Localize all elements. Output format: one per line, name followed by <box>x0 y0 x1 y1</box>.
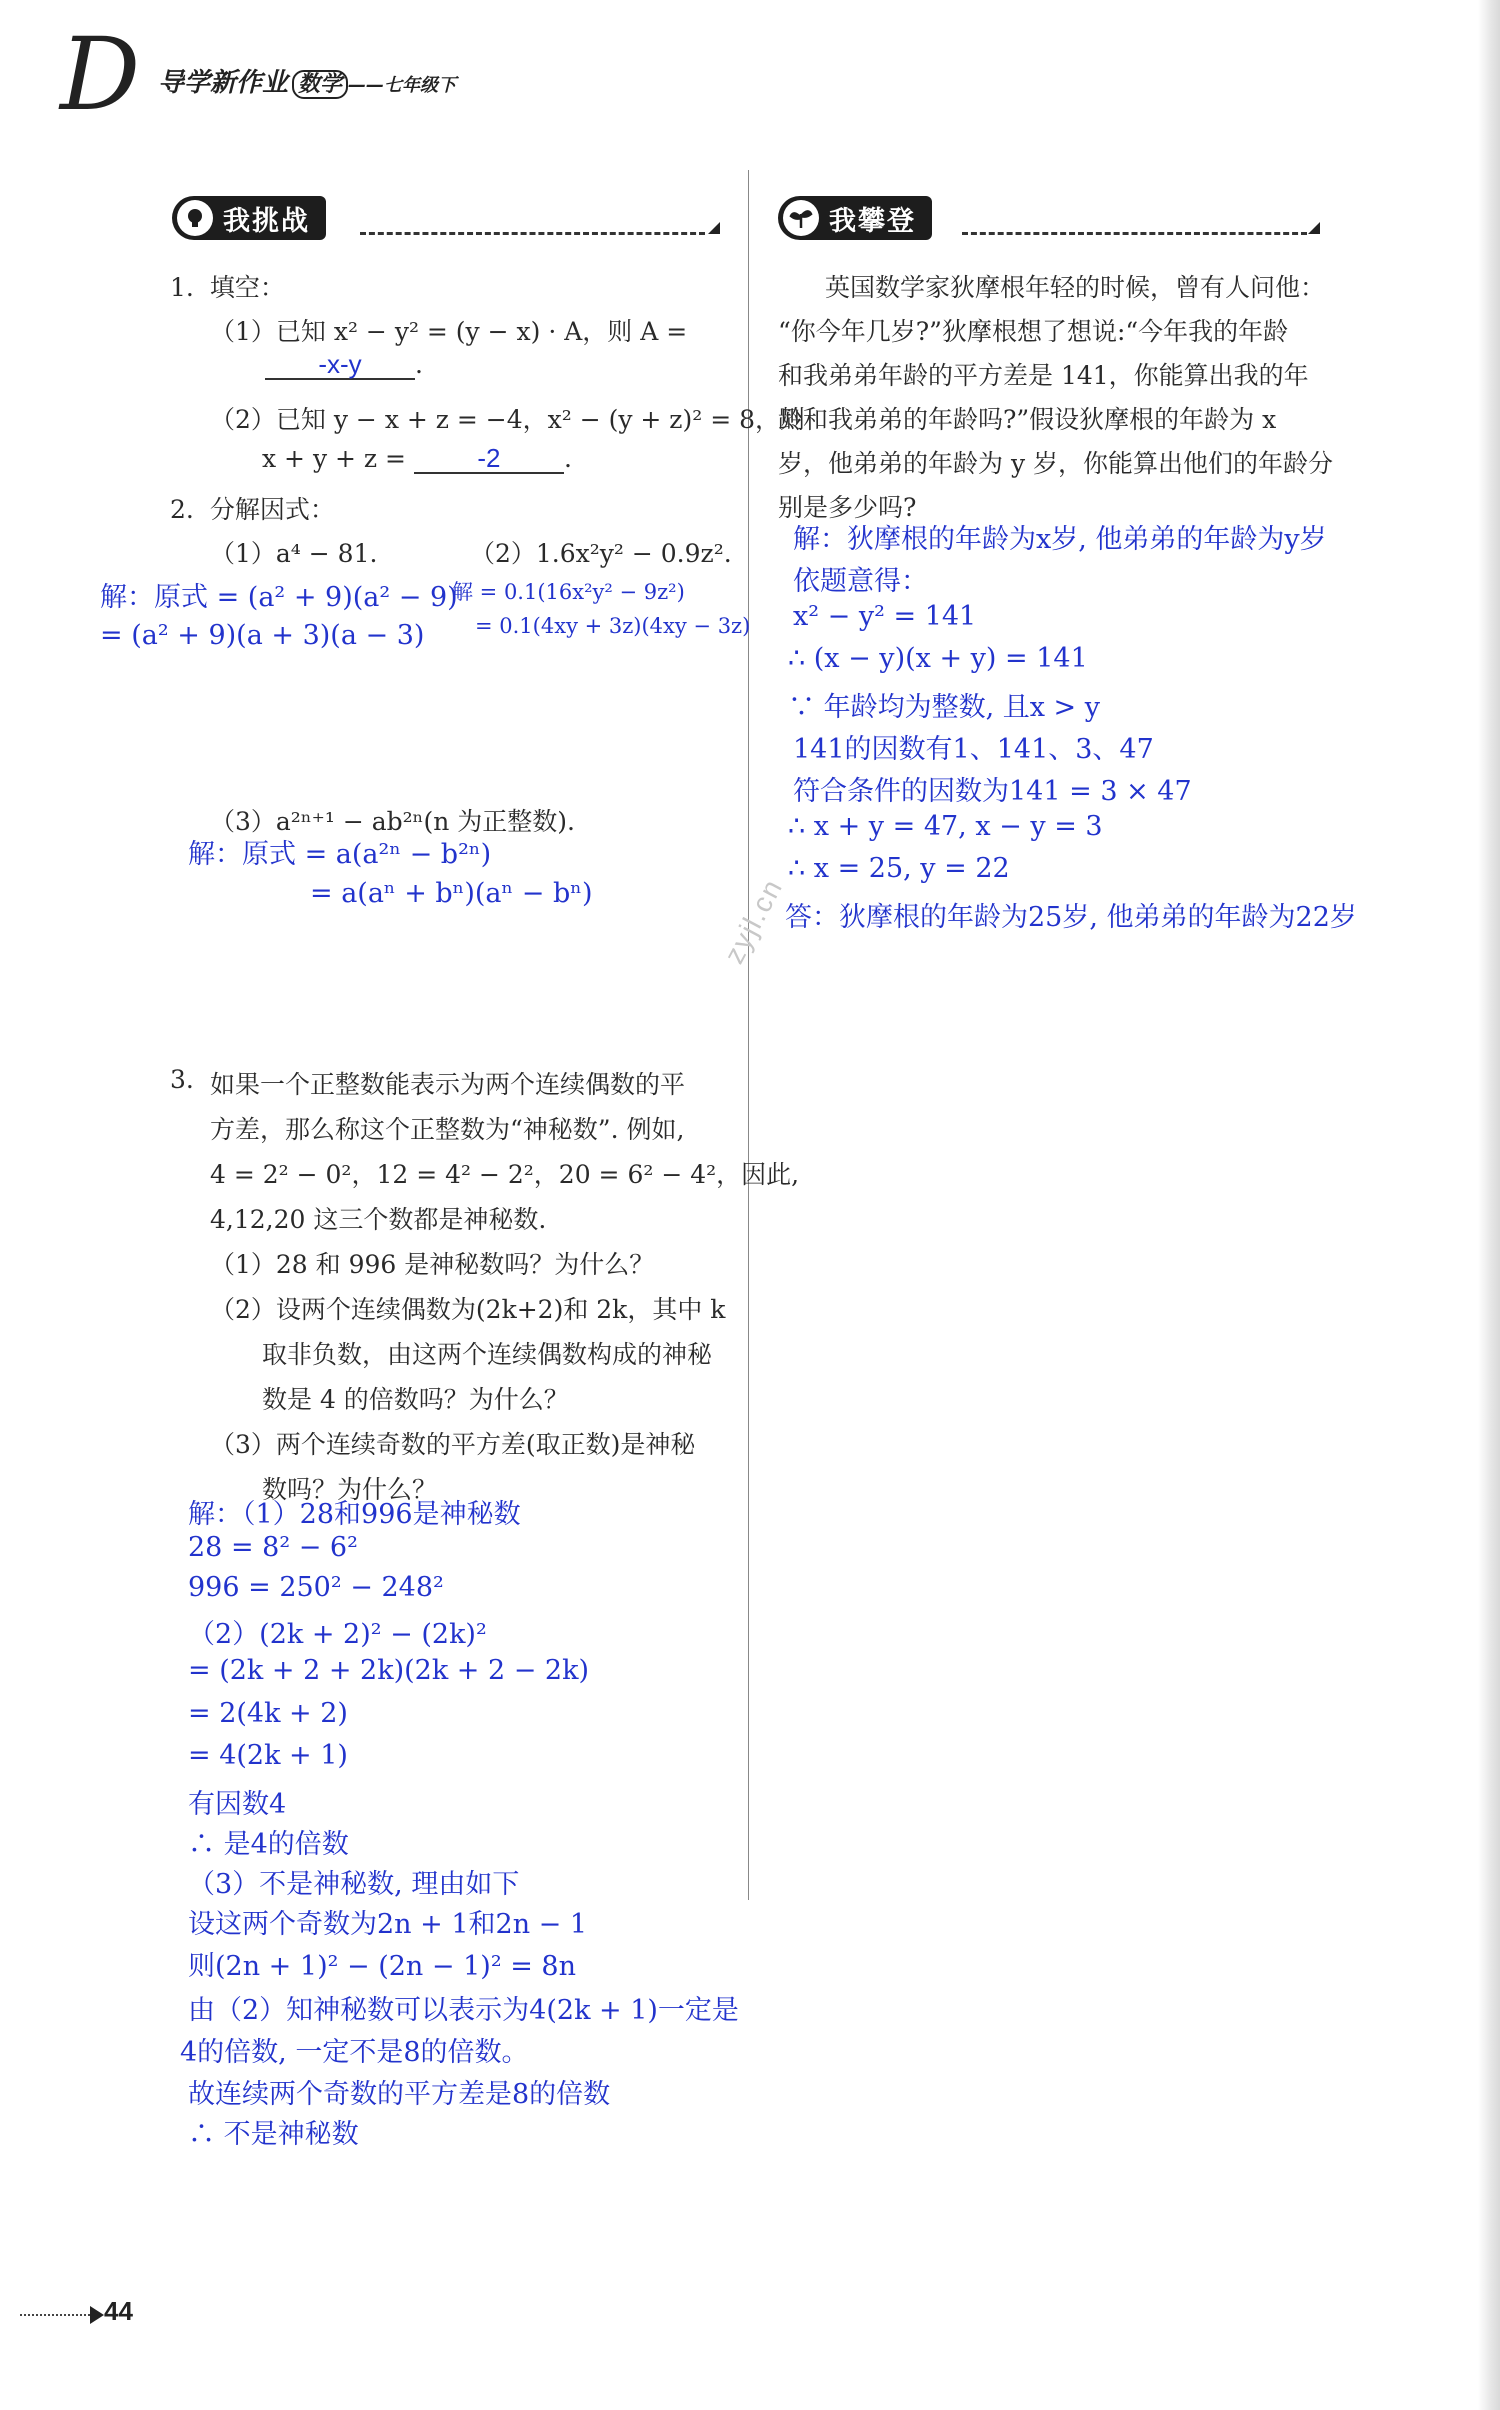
header-title <box>158 62 456 99</box>
q3-sub2-line1: （2）设两个连续偶数为(2k+2)和 2k，其中 k <box>210 1295 726 1324</box>
header-logo-letter: D <box>60 16 141 133</box>
q2-part2-answer-line1: 解 = 0.1(16x²y² − 9z²) <box>452 580 685 604</box>
page-edge-shadow <box>1478 0 1500 2410</box>
q2-part3-answer-line2: = a(aⁿ + bⁿ)(aⁿ − bⁿ) <box>310 878 593 909</box>
climb-problem-line-6: 别是多少吗? <box>778 493 917 522</box>
climb-answer-line-1: 解：狄摩根的年龄为x岁, 他弟弟的年龄为y岁 <box>793 524 1327 555</box>
q3-answer-line-6: = 2(4k + 2) <box>188 1698 348 1729</box>
q1-part1-blank: -x-y . <box>265 350 423 380</box>
q3-sub1: （1）28 和 996 是神秘数吗？为什么？ <box>210 1250 655 1279</box>
section-title-challenge: 我挑战 <box>223 205 310 237</box>
q2-heading <box>170 490 335 526</box>
q1-heading <box>170 268 285 304</box>
q3-answer-line-11: 设这两个奇数为2n + 1和2n − 1 <box>188 1909 588 1940</box>
footer-dots <box>20 2314 90 2316</box>
watermark: zyjl.cn <box>718 872 789 969</box>
q3-answer-line-14: 4的倍数, 一定不是8的倍数。 <box>180 2037 529 2068</box>
q1-part2-line-b: x + y + z = -2 . <box>262 443 572 473</box>
q3-answer-line-4: （2）(2k + 2)² − (2k)² <box>188 1619 487 1650</box>
q3-line-2: 方差，那么称这个正整数为“神秘数”. 例如, <box>210 1115 685 1144</box>
q3-sub2-line3: 数是 4 的倍数吗？为什么？ <box>262 1385 569 1414</box>
q2-part2-text: （2）1.6x²y² − 0.9z². <box>470 539 732 568</box>
q1-part1-answer: -x-y <box>265 350 415 380</box>
climb-problem-line-4: 龄和我弟弟的年龄吗?”假设狄摩根的年龄为 x <box>778 405 1277 434</box>
q3-answer-line-7: = 4(2k + 1) <box>188 1740 348 1771</box>
q3-answer-line-1: 解：（1）28和996是神秘数 <box>188 1499 521 1530</box>
q3-line-4: 4,12,20 这三个数都是神秘数. <box>210 1205 547 1234</box>
section-badge-challenge <box>172 196 326 240</box>
q1-label: 填空： <box>209 273 285 302</box>
climb-answer-line-3: x² − y² = 141 <box>793 601 977 632</box>
climb-answer-line-10: 答：狄摩根的年龄为25岁, 他弟弟的年龄为22岁 <box>785 902 1357 933</box>
climb-problem-line-2: “你今年几岁?”狄摩根想了想说:“今年我的年龄 <box>778 317 1289 346</box>
q3-answer-line-8: 有因数4 <box>188 1789 287 1820</box>
q3-answer-line-12: 则(2n + 1)² − (2n − 1)² = 8n <box>188 1951 576 1982</box>
q3-answer-line-10: （3）不是神秘数, 理由如下 <box>188 1869 520 1900</box>
q1-part2-text-a: （2）已知 y − x + z = −4，x² − (y + z)² = 8，则 <box>210 405 805 434</box>
q3-answer-line-16: ∴ 不是神秘数 <box>188 2119 359 2150</box>
q3-answer-line-13: 由（2）知神秘数可以表示为4(2k + 1)一定是 <box>188 1995 739 2026</box>
climb-answer-line-6: 141的因数有1、141、3、47 <box>793 734 1154 765</box>
q3-sub2-line2: 取非负数，由这两个连续偶数构成的神秘 <box>262 1340 713 1369</box>
climb-answer-line-9: ∴ x = 25, y = 22 <box>788 853 1010 884</box>
q2-part1-answer-line1: 解：原式 = (a² + 9)(a² − 9) <box>100 582 458 613</box>
q3-answer-line-2: 28 = 8² − 6² <box>188 1532 358 1563</box>
footer-arrow-icon <box>90 2306 104 2324</box>
page-number: 44 <box>104 2296 133 2326</box>
q2-label: 分解因式： <box>209 495 335 524</box>
climb-problem-line-5: 岁，他弟弟的年龄为 y 岁，你能算出他们的年龄分 <box>778 449 1334 478</box>
q2-number: 2. <box>170 495 194 524</box>
q1-part2-text-b: x + y + z = <box>262 444 406 473</box>
climb-answer-line-4: ∴ (x − y)(x + y) = 141 <box>788 643 1088 674</box>
climb-answer-line-7: 符合条件的因数为141 = 3 × 47 <box>793 776 1192 807</box>
q2-part1-text: （1）a⁴ − 81. <box>210 539 378 568</box>
header-subject: 数学 <box>292 70 348 99</box>
climb-problem-line-3: 和我弟弟年龄的平方差是 141，你能算出我的年 <box>778 361 1309 390</box>
header-series: 导学新作业 <box>158 68 289 98</box>
section-title-climb: 我攀登 <box>829 205 916 237</box>
q2-part3-answer-line1: 解：原式 = a(a²ⁿ − b²ⁿ) <box>188 839 492 870</box>
q3-line-3: 4 = 2² − 0²，12 = 4² − 2²，20 = 6² − 4²，因此, <box>210 1160 800 1189</box>
section-dash-left <box>360 232 705 235</box>
q2-part2-answer-line2: = 0.1(4xy + 3z)(4xy − 3z) <box>475 614 751 638</box>
q1-part1-text: （1）已知 x² − y² = (y − x) · A，则 A = <box>210 317 688 346</box>
q1-part2-answer: -2 <box>414 444 564 474</box>
plant-icon <box>783 200 819 236</box>
section-badge-climb <box>778 196 932 240</box>
section-corner-right <box>1308 222 1320 234</box>
q3-number: 3. <box>170 1065 194 1094</box>
climb-answer-line-5: ∵ 年龄均为整数, 且x > y <box>788 692 1101 723</box>
climb-answer-line-2: 依题意得： <box>793 566 928 597</box>
climb-answer-line-8: ∴ x + y = 47, x − y = 3 <box>788 811 1103 842</box>
q3-answer-line-15: 故连续两个奇数的平方差是8的倍数 <box>188 2079 611 2110</box>
q3-sub3-line2: 数吗？为什么？ <box>262 1475 438 1504</box>
q2-part1-answer-line2: = (a² + 9)(a + 3)(a − 3) <box>100 620 425 651</box>
q3-answer-line-9: ∴ 是4的倍数 <box>188 1829 349 1860</box>
q2-part3-text: （3）a²ⁿ⁺¹ − ab²ⁿ(n 为正整数). <box>210 807 575 836</box>
section-corner-left <box>708 222 720 234</box>
section-dash-right <box>962 232 1307 235</box>
q3-line-1: 如果一个正整数能表示为两个连续偶数的平 <box>210 1070 686 1099</box>
lightbulb-icon <box>177 200 213 236</box>
q3-sub3-line1: （3）两个连续奇数的平方差(取正数)是神秘 <box>210 1430 696 1459</box>
q3-answer-line-3: 996 = 250² − 248² <box>188 1572 444 1603</box>
q3-answer-line-5: = (2k + 2 + 2k)(2k + 2 − 2k) <box>188 1655 590 1686</box>
climb-problem-line-1: 英国数学家狄摩根年轻的时候，曾有人问他： <box>825 273 1326 302</box>
q1-number: 1. <box>170 273 194 302</box>
header-grade: ——七年级下 <box>348 75 457 96</box>
